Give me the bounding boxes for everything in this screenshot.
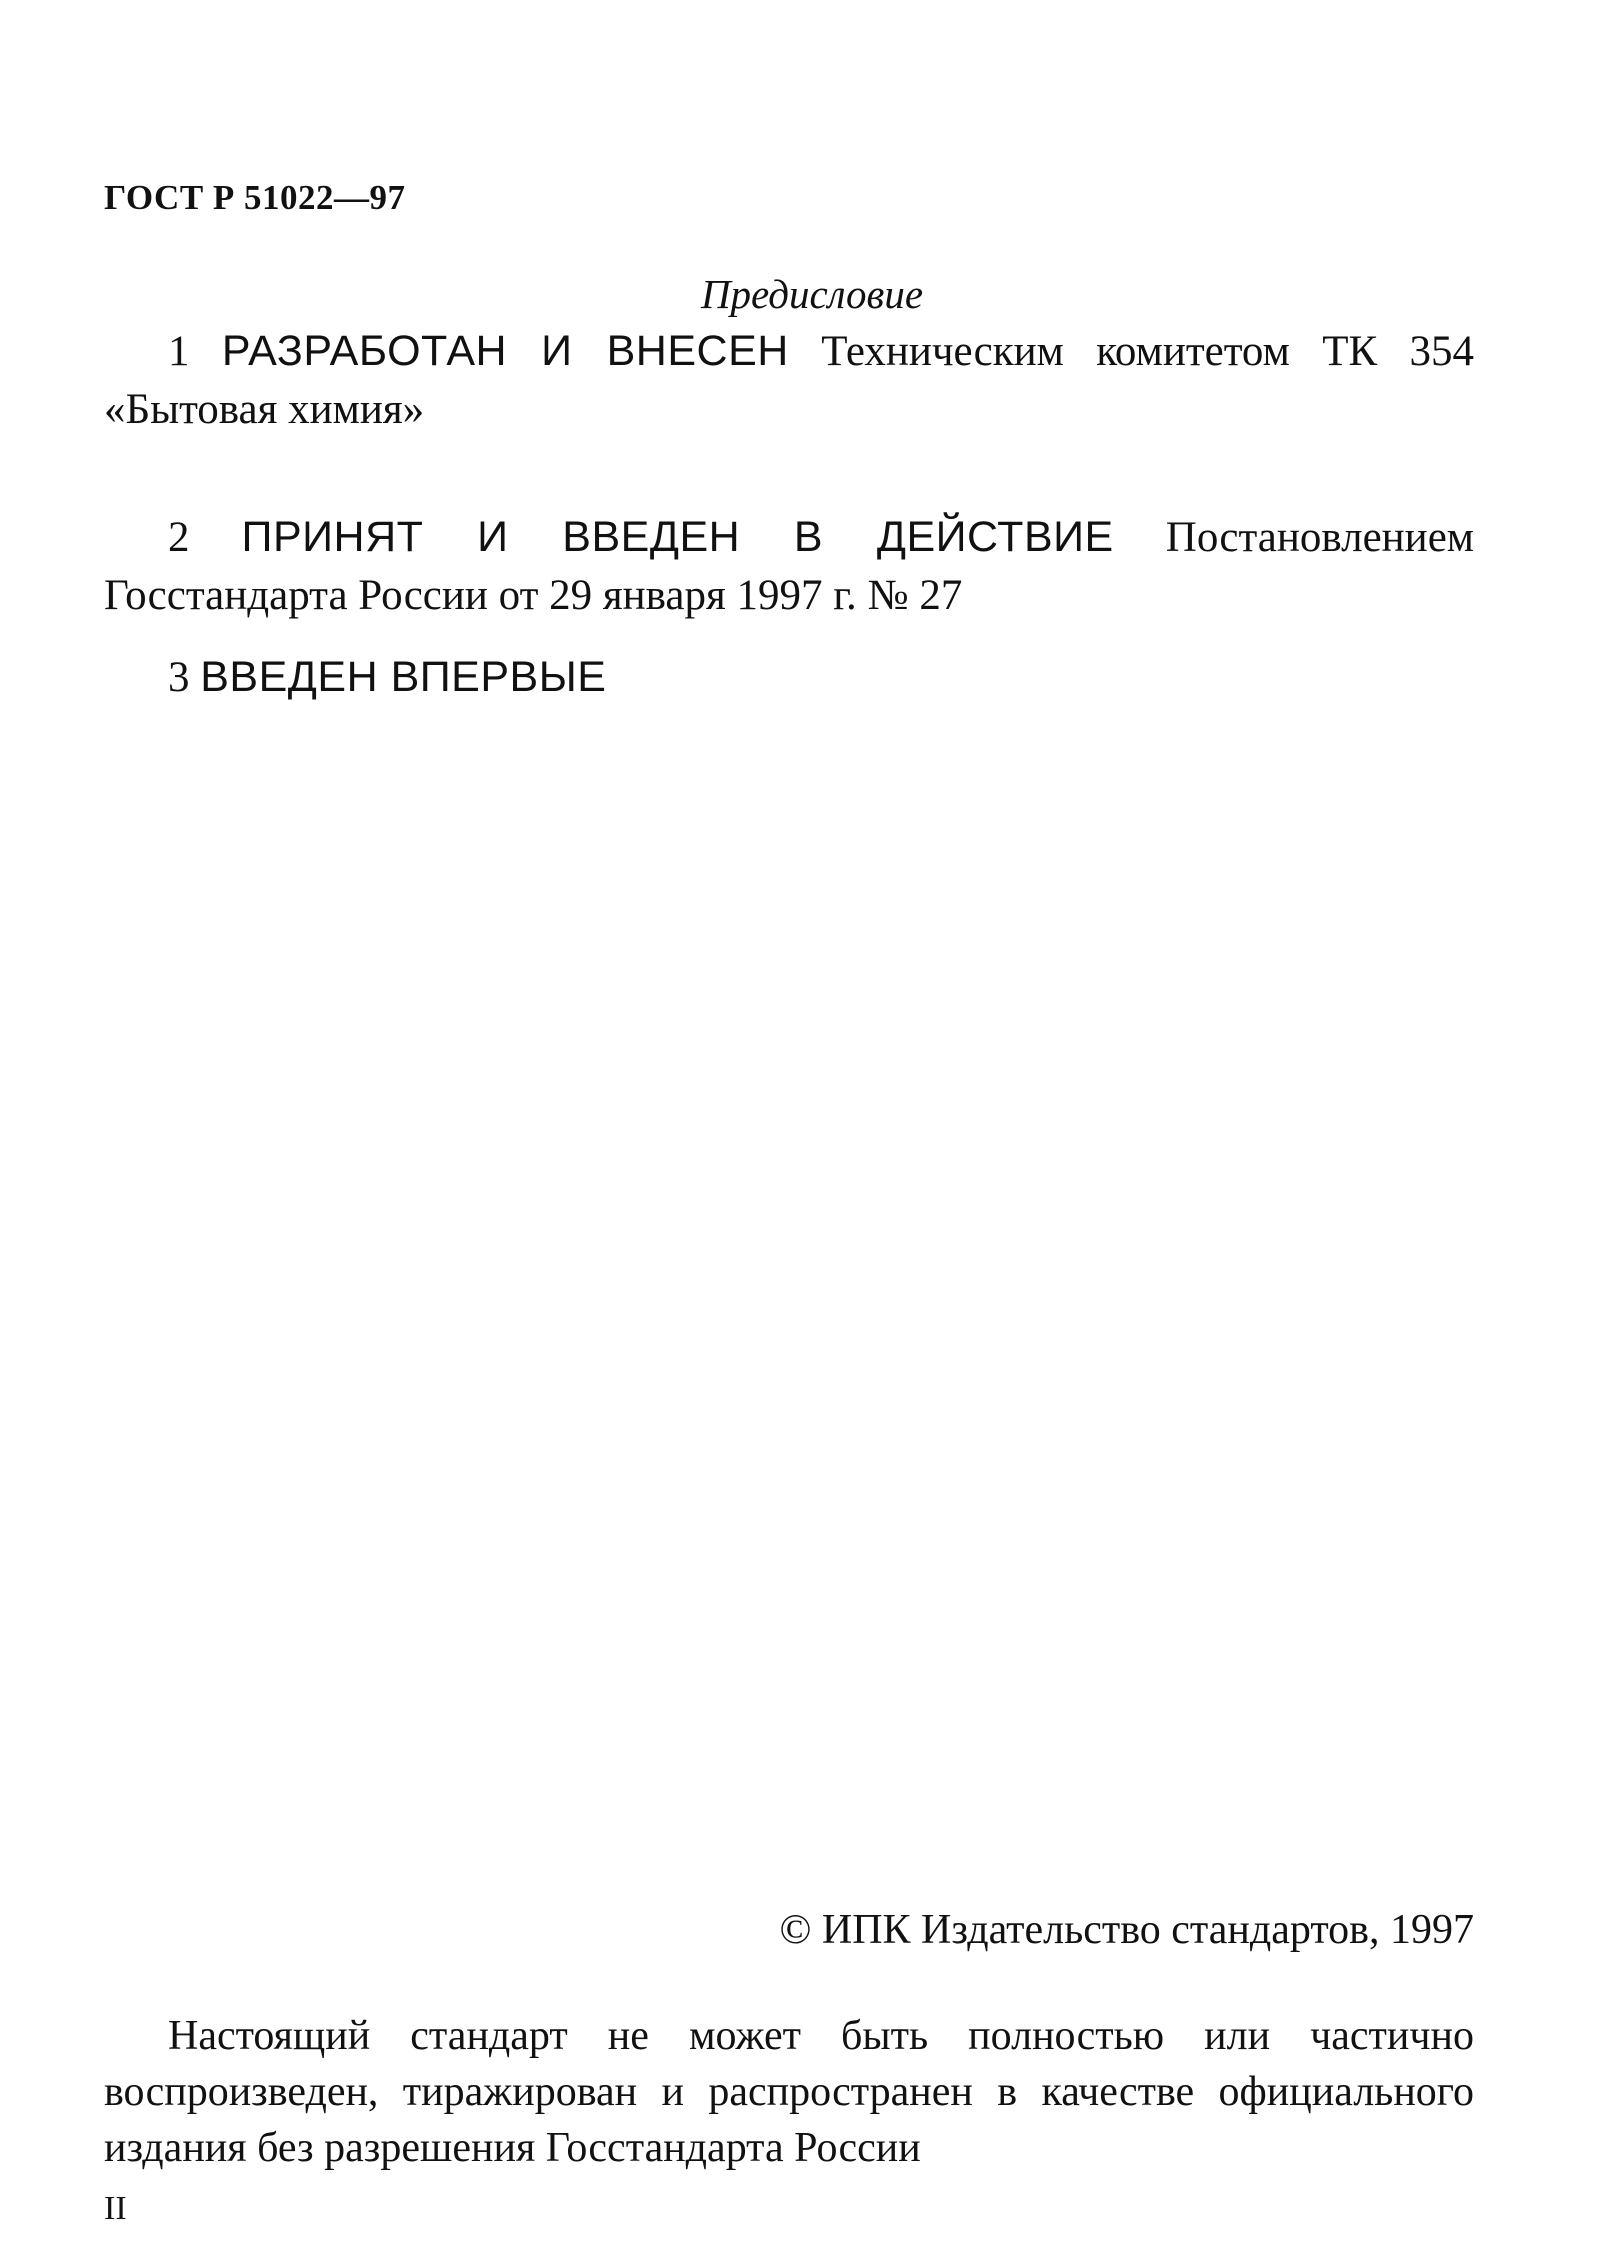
item-heading: ВВЕДЕН ВПЕРВЫЕ [200,653,607,701]
item-text: Постановлением Госстандарта России от 29 января 1997 г. № 27 [104,514,1474,619]
document-code: ГОСТ Р 51022—97 [104,178,406,217]
item-number: 3 [168,654,190,701]
preface-title: Предисловие [700,271,924,317]
item-heading: РАЗРАБОТАН И ВНЕСЕН [221,327,789,375]
preface-item-1 [104,322,1474,439]
reproduction-notice: Настоящий стандарт не может быть полностью или частично воспроизведен, тиражирован и распространен в качестве официального издания без разрешения Госстандарта России [104,2013,1474,2171]
page-number: II [104,2190,127,2227]
item-heading: ПРИНЯТ И ВВЕДЕН В ДЕЙСТВИЕ [241,513,1114,561]
item-text: Техническим комитетом ТК 354 «Бытовая химия» [104,328,1475,433]
item-number: 2 [168,514,190,561]
item-number: 1 [168,328,190,375]
preface-item-2 [104,508,1474,625]
preface-item-3 [104,648,1474,707]
copyright-line: © ИПК Издательство стандартов, 1997 [779,1907,1474,1953]
